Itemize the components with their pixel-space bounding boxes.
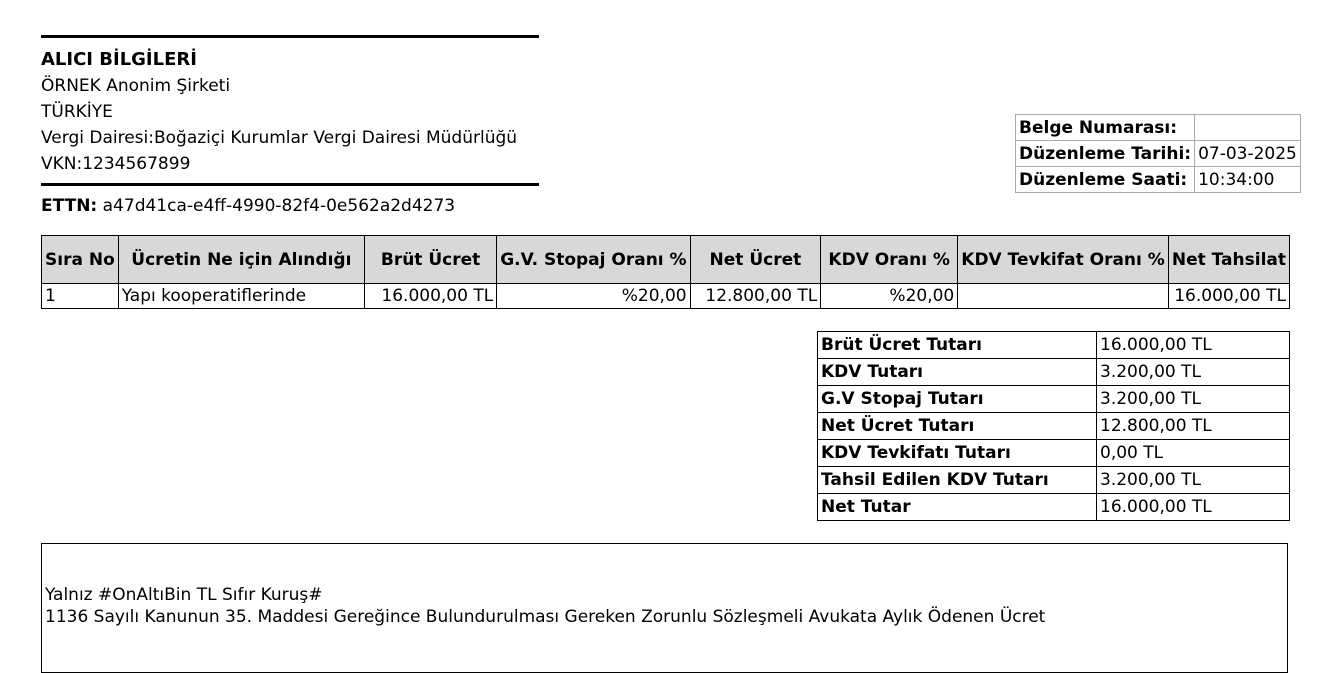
- issue-date-value: 07-03-2025: [1195, 141, 1301, 167]
- cell-kdv-orani: %20,00: [821, 284, 958, 309]
- col-header-net-tahsilat: Net Tahsilat: [1168, 236, 1289, 284]
- doc-info-row: [1016, 115, 1301, 141]
- amount-in-words: Yalnız #OnAltıBin TL Sıfır Kuruş#: [45, 585, 323, 605]
- total-net-tutar-value: 16.000,00 TL: [1097, 494, 1290, 521]
- buyer-vkn: VKN:1234567899: [41, 154, 191, 174]
- doc-number-value: [1195, 115, 1301, 141]
- col-header-brut-ucret: Brüt Ücret: [364, 236, 496, 284]
- total-brut-value: 16.000,00 TL: [1097, 332, 1290, 359]
- total-kdv-value: 3.200,00 TL: [1097, 359, 1290, 386]
- totals-row: [818, 467, 1290, 494]
- note-description: 1136 Sayılı Kanunun 35. Maddesi Gereğince Bulundurulması Gereken Zorunlu Sözleşmeli Avukata Aylık Ödenen Ücret: [45, 607, 1046, 627]
- total-gv-stopaj-label: G.V Stopaj Tutarı: [818, 386, 1097, 413]
- ettn-value: a47d41ca-e4ff-4990-82f4-0e562a2d4273: [102, 196, 456, 216]
- col-header-kdv-orani: KDV Oranı %: [821, 236, 958, 284]
- cell-net-ucret: 12.800,00 TL: [690, 284, 821, 309]
- total-kdv-label: KDV Tutarı: [818, 359, 1097, 386]
- table-row: [42, 284, 1290, 309]
- notes-box: [41, 543, 1288, 673]
- total-brut-label: Brüt Ücret Tutarı: [818, 332, 1097, 359]
- bottom-divider: [41, 183, 539, 186]
- col-header-description: Ücretin Ne için Alındığı: [118, 236, 364, 284]
- total-kdv-tevkifat-label: KDV Tevkifatı Tutarı: [818, 440, 1097, 467]
- totals-row: [818, 413, 1290, 440]
- doc-number-label: Belge Numarası:: [1016, 115, 1195, 141]
- buyer-title: ALICI BİLGİLERİ: [41, 49, 197, 70]
- col-header-net-ucret: Net Ücret: [690, 236, 821, 284]
- cell-sira-no: 1: [42, 284, 119, 309]
- document-info-table: [1015, 114, 1301, 193]
- total-net-tutar-label: Net Tutar: [818, 494, 1097, 521]
- total-net-ucret-label: Net Ücret Tutarı: [818, 413, 1097, 440]
- issue-time-label: Düzenleme Saati:: [1016, 167, 1195, 193]
- cell-description: Yapı kooperatiflerinde: [118, 284, 364, 309]
- top-divider: [41, 35, 539, 38]
- cell-net-tahsilat: 16.000,00 TL: [1168, 284, 1289, 309]
- buyer-tax-office: Vergi Dairesi:Boğaziçi Kurumlar Vergi Dairesi Müdürlüğü: [41, 128, 518, 148]
- totals-row: [818, 359, 1290, 386]
- cell-brut-ucret: 16.000,00 TL: [364, 284, 496, 309]
- buyer-country: TÜRKİYE: [41, 102, 113, 122]
- col-header-gv-stopaj: G.V. Stopaj Oranı %: [497, 236, 690, 284]
- doc-info-row: [1016, 167, 1301, 193]
- totals-row: [818, 440, 1290, 467]
- totals-row: [818, 386, 1290, 413]
- col-header-kdv-tevkifat: KDV Tevkifat Oranı %: [958, 236, 1169, 284]
- total-net-ucret-value: 12.800,00 TL: [1097, 413, 1290, 440]
- buyer-info: [41, 47, 517, 177]
- ettn: [41, 196, 455, 216]
- ettn-label: ETTN:: [41, 196, 98, 216]
- total-kdv-tevkifat-value: 0,00 TL: [1097, 440, 1290, 467]
- items-table: [41, 235, 1290, 309]
- total-tahsil-kdv-value: 3.200,00 TL: [1097, 467, 1290, 494]
- buyer-company: ÖRNEK Anonim Şirketi: [41, 76, 231, 96]
- issue-date-label: Düzenleme Tarihi:: [1016, 141, 1195, 167]
- col-header-sira-no: Sıra No: [42, 236, 119, 284]
- total-gv-stopaj-value: 3.200,00 TL: [1097, 386, 1290, 413]
- cell-gv-stopaj: %20,00: [497, 284, 690, 309]
- totals-table: [817, 331, 1290, 521]
- totals-row: [818, 332, 1290, 359]
- doc-info-row: [1016, 141, 1301, 167]
- items-header-row: [42, 236, 1290, 284]
- totals-row: [818, 494, 1290, 521]
- total-tahsil-kdv-label: Tahsil Edilen KDV Tutarı: [818, 467, 1097, 494]
- cell-kdv-tevkifat: [958, 284, 1169, 309]
- issue-time-value: 10:34:00: [1195, 167, 1301, 193]
